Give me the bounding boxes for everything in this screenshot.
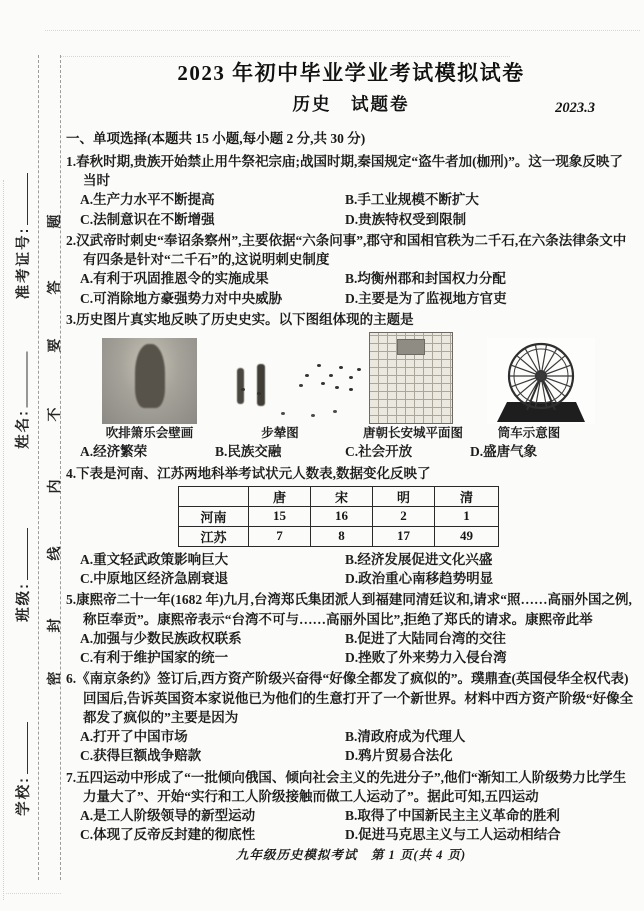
option-b: B.经济发展促进文化兴盛 — [345, 551, 493, 567]
options-grid — [66, 727, 636, 766]
question-number: 5. — [66, 592, 77, 608]
table-row — [179, 526, 499, 546]
option-d: D.挫败了外来势力入侵台湾 — [345, 650, 507, 665]
table-cell: 河南 — [179, 506, 249, 526]
mural-image — [102, 338, 197, 424]
seal-char: 不 — [46, 407, 62, 422]
field-label: 班级: — [16, 582, 32, 622]
option-b: B.清政府成为代理人 — [345, 728, 466, 744]
question-images-row — [102, 332, 636, 442]
option-b: B.促进了大陆同台湾的交往 — [345, 630, 506, 646]
seal-char: 答 — [46, 280, 62, 295]
field-admission-number — [12, 156, 32, 316]
option-d: D.主要是为了监视地方官吏 — [345, 290, 507, 306]
field-school — [12, 720, 32, 818]
option-c: C.法制意识在不断增强 — [80, 211, 215, 227]
seal-char: 密 — [46, 671, 62, 686]
question-4 — [66, 464, 636, 589]
figure-caption: 步辇图 — [261, 426, 299, 441]
options-grid — [66, 190, 636, 229]
question-number: 6. — [66, 671, 77, 687]
option-b: B.均衡州郡和封国权力分配 — [345, 271, 506, 287]
question-stem — [66, 310, 636, 329]
question-5 — [66, 590, 636, 667]
option-b: B.民族交融 — [215, 444, 282, 460]
figure-mural — [102, 338, 197, 442]
option-a: A.是工人阶级领导的新型运动 — [80, 807, 256, 823]
option-d: D.政治重心南移趋势明显 — [345, 571, 494, 586]
question-text: 汉武帝时刺史“奉诏条察州”,主要依据“六条问事”,郡守和国相官秩为二千石,在六条法律条文中有四条是针对“二千石”的,这说明刺史制度 — [76, 233, 627, 268]
question-number: 7. — [66, 769, 77, 785]
section-heading: 一、单项选择(本题共 15 小题,每小题 2 分,共 30 分) — [66, 131, 366, 146]
question-stem — [66, 590, 636, 628]
question-stem — [66, 231, 636, 269]
question-6 — [66, 669, 636, 765]
table-cell: 15 — [249, 506, 311, 526]
option-a: A.加强与少数民族政权联系 — [80, 630, 242, 646]
table-cell — [179, 486, 249, 506]
question-number: 2. — [66, 233, 77, 248]
options-grid — [66, 629, 636, 668]
option-b: B.手工业规模不断扩大 — [345, 192, 479, 208]
table-cell: 7 — [249, 526, 311, 546]
option-a: A.生产力水平不断提高 — [80, 192, 215, 208]
changan-map-image — [369, 332, 453, 424]
question-3 — [66, 310, 636, 462]
options-grid — [66, 442, 636, 461]
option-d: D.盛唐气象 — [470, 444, 538, 460]
question-number: 3. — [66, 312, 77, 327]
scan-artifact-line — [60, 56, 510, 57]
map-palace-block — [397, 339, 425, 355]
question-stem — [66, 669, 636, 727]
question-1 — [66, 152, 636, 229]
question-text: 春秋时期,贵族开始禁止用牛祭祀宗庙;战国时期,秦国规定“盗牛者加(枷刑)”。这一现象反映了当时 — [76, 154, 623, 189]
table-cell: 16 — [311, 506, 373, 526]
option-c: C.社会开放 — [345, 444, 413, 460]
field-blank-line — [15, 528, 28, 580]
question-text: 《南京条约》签订后,西方资产阶级兴奋得“好像全都发了疯似的”。璞鼎查(英国侵华全权代表)回国后,告诉英国资本家说他已为他们的生意打开了一个新世界。材料中西方资产阶级“好像全都发了疯似的”主要是因为 — [76, 671, 634, 725]
seal-char: 要 — [46, 338, 62, 353]
zhuangyuan-count-table — [178, 486, 499, 547]
table-cell: 17 — [373, 526, 435, 546]
option-c: C.中原地区经济急剧衰退 — [80, 571, 229, 586]
options-grid — [66, 806, 636, 845]
option-d: D.促进马克思主义与工人运动相结合 — [345, 827, 561, 843]
option-c: C.有利于维护国家的统一 — [80, 650, 229, 665]
question-stem — [66, 152, 636, 190]
mural-figure-silhouette — [135, 344, 165, 408]
subtitle-row — [66, 92, 636, 118]
figure-water-wheel — [463, 338, 595, 442]
option-c: C.获得巨额战争赔款 — [80, 748, 202, 764]
field-label: 准考证号: — [16, 226, 32, 300]
field-blank-line — [15, 351, 28, 407]
figure-bunian-painting — [197, 338, 363, 442]
seal-char: 题 — [46, 214, 62, 229]
question-2 — [66, 231, 636, 308]
figure-caption: 筒车示意图 — [497, 426, 561, 441]
painting-speckles — [305, 374, 309, 377]
table-cell: 清 — [435, 486, 499, 506]
question-number: 4. — [66, 465, 77, 481]
question-text: 康熙帝二十一年(1682 年)九月,台湾郑氏集团派人到福建同清廷议和,请求“照……高丽外国之例,称臣奉贡”。康熙帝表示“台湾不可与……高丽外国比”,拒绝了郑氏的请求。康熙帝此举 — [76, 592, 632, 627]
option-d: D.鸦片贸易合法化 — [345, 748, 453, 764]
option-a: A.重文轻武政策影响巨大 — [80, 551, 229, 567]
question-text: 历史图片真实地反映了历史史实。以下图组体现的主题是 — [76, 312, 414, 327]
field-blank-line — [15, 722, 28, 774]
question-text: 五四运动中形成了“一批倾向俄国、倾向社会主义的先进分子”,他们“渐知工人阶级势力比学生力量大了”、开始“实行和工人阶级接触而做工人运动了”。据此可知,五四运动 — [76, 769, 627, 804]
painting-figure — [257, 364, 265, 406]
option-c: C.体现了反帝反封建的彻底性 — [80, 827, 256, 843]
question-stem — [66, 464, 636, 483]
seal-char: 内 — [46, 479, 62, 494]
option-d: D.贵族特权受到限制 — [345, 211, 467, 227]
table-cell: 宋 — [311, 486, 373, 506]
figure-caption: 吹排箫乐会壁画 — [105, 426, 194, 441]
exam-content — [66, 58, 636, 863]
option-a: A.有利于巩固推恩令的实施成果 — [80, 271, 269, 287]
table-cell: 8 — [311, 526, 373, 546]
field-blank-line — [15, 173, 28, 225]
field-label: 学校: — [16, 776, 32, 816]
option-a: A.经济繁荣 — [80, 444, 148, 460]
question-stem — [66, 768, 636, 806]
seal-dashed-line-outer — [38, 55, 39, 880]
water-wheel-svg — [487, 338, 595, 424]
table-cell: 明 — [373, 486, 435, 506]
bunian-painting-image — [213, 338, 363, 424]
scan-artifact-line — [6, 893, 61, 894]
exam-date: 2023.3 — [555, 100, 595, 116]
table-cell: 1 — [435, 506, 499, 526]
table-cell: 2 — [373, 506, 435, 526]
option-b: B.取得了中国新民主主义革命的胜利 — [345, 807, 560, 823]
painting-figure — [237, 368, 244, 404]
water-wheel-image — [487, 338, 595, 424]
seal-dashed-line-inner — [60, 55, 61, 880]
table-header-row — [179, 486, 499, 506]
table-row — [179, 506, 499, 526]
exam-title: 2023 年初中毕业学业考试模拟试卷 — [177, 61, 525, 85]
field-class — [12, 526, 32, 624]
question-number: 1. — [66, 154, 77, 169]
scan-artifact-edge — [3, 180, 4, 900]
field-student-name — [12, 348, 32, 453]
question-7 — [66, 768, 636, 845]
table-cell: 唐 — [249, 486, 311, 506]
scan-artifact-line — [45, 30, 640, 31]
table-cell: 49 — [435, 526, 499, 546]
table-cell: 江苏 — [179, 526, 249, 546]
options-grid — [66, 550, 636, 589]
seal-char: 线 — [46, 546, 62, 561]
option-c: C.可消除地方豪强势力对中央威胁 — [80, 290, 283, 306]
field-label: 姓名: — [15, 409, 32, 449]
figure-changan-map — [363, 332, 463, 442]
page-footer: 九年级历史模拟考试 第 1 页(共 4 页) — [235, 847, 467, 862]
question-text: 下表是河南、江苏两地科举考试状元人数表,数据变化反映了 — [76, 465, 431, 481]
options-grid — [66, 269, 636, 308]
figure-caption: 唐朝长安城平面图 — [363, 426, 464, 441]
exam-subtitle: 历史 试题卷 — [292, 94, 410, 114]
option-a: A.打开了中国市场 — [80, 728, 188, 744]
seal-char: 封 — [46, 618, 62, 633]
